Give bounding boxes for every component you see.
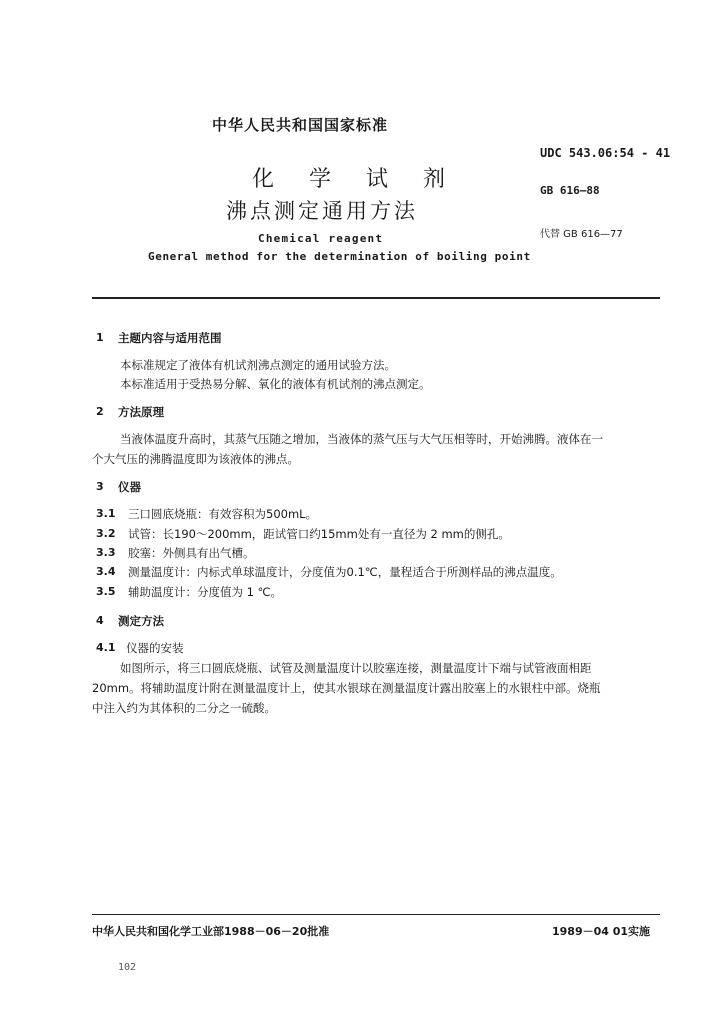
section-1-number: 1: [96, 331, 104, 344]
item-3-2-text: 试管：长190～200mm，距试管口约15mm处有一直径为 2 mm的侧孔。: [128, 527, 510, 541]
gb-code: GB 616—88: [540, 184, 600, 197]
approval-line: 中华人民共和国化学工业部1988－06－20批准: [92, 925, 330, 938]
section-2-title: 方法原理: [118, 405, 164, 419]
item-3-2-number: 3.2: [96, 527, 116, 540]
section-3-title: 仪器: [118, 480, 141, 494]
section-1-title: 主题内容与适用范围: [118, 331, 222, 345]
page-number: 102: [118, 962, 137, 973]
item-4-1-number: 4.1: [96, 641, 116, 654]
section-4-title: 测定方法: [118, 614, 164, 628]
item-3-5-number: 3.5: [96, 585, 116, 598]
item-3-3-text: 胶塞：外侧具有出气槽。: [128, 546, 255, 560]
section-1-paragraph-2: 本标准适用于受热易分解、氧化的液体有机试剂的沸点测定。: [120, 377, 431, 391]
item-3-1-text: 三口圆底烧瓶：有效容积为500mL。: [128, 507, 318, 521]
section-3-number: 3: [96, 480, 104, 493]
item-4-1-title: 仪器的安装: [126, 641, 184, 655]
title-cn-line1: 化 学 试 剂: [252, 167, 459, 192]
header-divider: [92, 297, 660, 299]
item-3-5-text: 辅助温度计：分度值为 1 ℃。: [128, 585, 283, 599]
title-cn-line2: 沸点测定通用方法: [226, 199, 418, 223]
udc-code: UDC 543.06:54 - 41: [540, 146, 671, 160]
section-2-number: 2: [96, 405, 104, 418]
item-3-3-number: 3.3: [96, 546, 116, 559]
section-2-paragraph-line2: 个大气压的沸腾温度即为该液体的沸点。: [92, 452, 299, 466]
item-3-4-text: 测量温度计：内标式单球温度计，分度值为0.1℃，量程适合于所测样品的沸点温度。: [128, 565, 562, 579]
implementation-date: 1989－04 01实施: [552, 925, 651, 938]
item-3-1-number: 3.1: [96, 507, 116, 520]
footer-divider: [92, 914, 660, 915]
section-4-number: 4: [96, 614, 104, 627]
section-2-paragraph-line1: 当液体温度升高时，其蒸气压随之增加，当液体的蒸气压与大气压相等时，开始沸腾。液体在一: [120, 432, 603, 446]
section-1-paragraph-1: 本标准规定了液体有机试剂沸点测定的通用试验方法。: [120, 358, 396, 372]
item-3-4-number: 3.4: [96, 565, 116, 578]
section-4-paragraph-line3: 中注入约为其体积的二分之一硫酸。: [92, 701, 276, 715]
national-standard-label: 中华人民共和国国家标准: [212, 116, 389, 134]
section-4-paragraph-line1: 如图所示，将三口圆底烧瓶、试管及测量温度计以胶塞连接，测量温度计下端与试管液面相距: [120, 661, 592, 675]
title-en-line1: Chemical reagent: [258, 232, 384, 245]
title-en-line2: General method for the determination of boiling point: [148, 250, 531, 263]
section-4-paragraph-line2: 20mm。将辅助温度计附在测量温度计上，使其水银球在测量温度计露出胶塞上的水银柱中部。烧瓶: [92, 681, 601, 695]
replaces-code: 代替 GB 616—77: [540, 229, 623, 240]
